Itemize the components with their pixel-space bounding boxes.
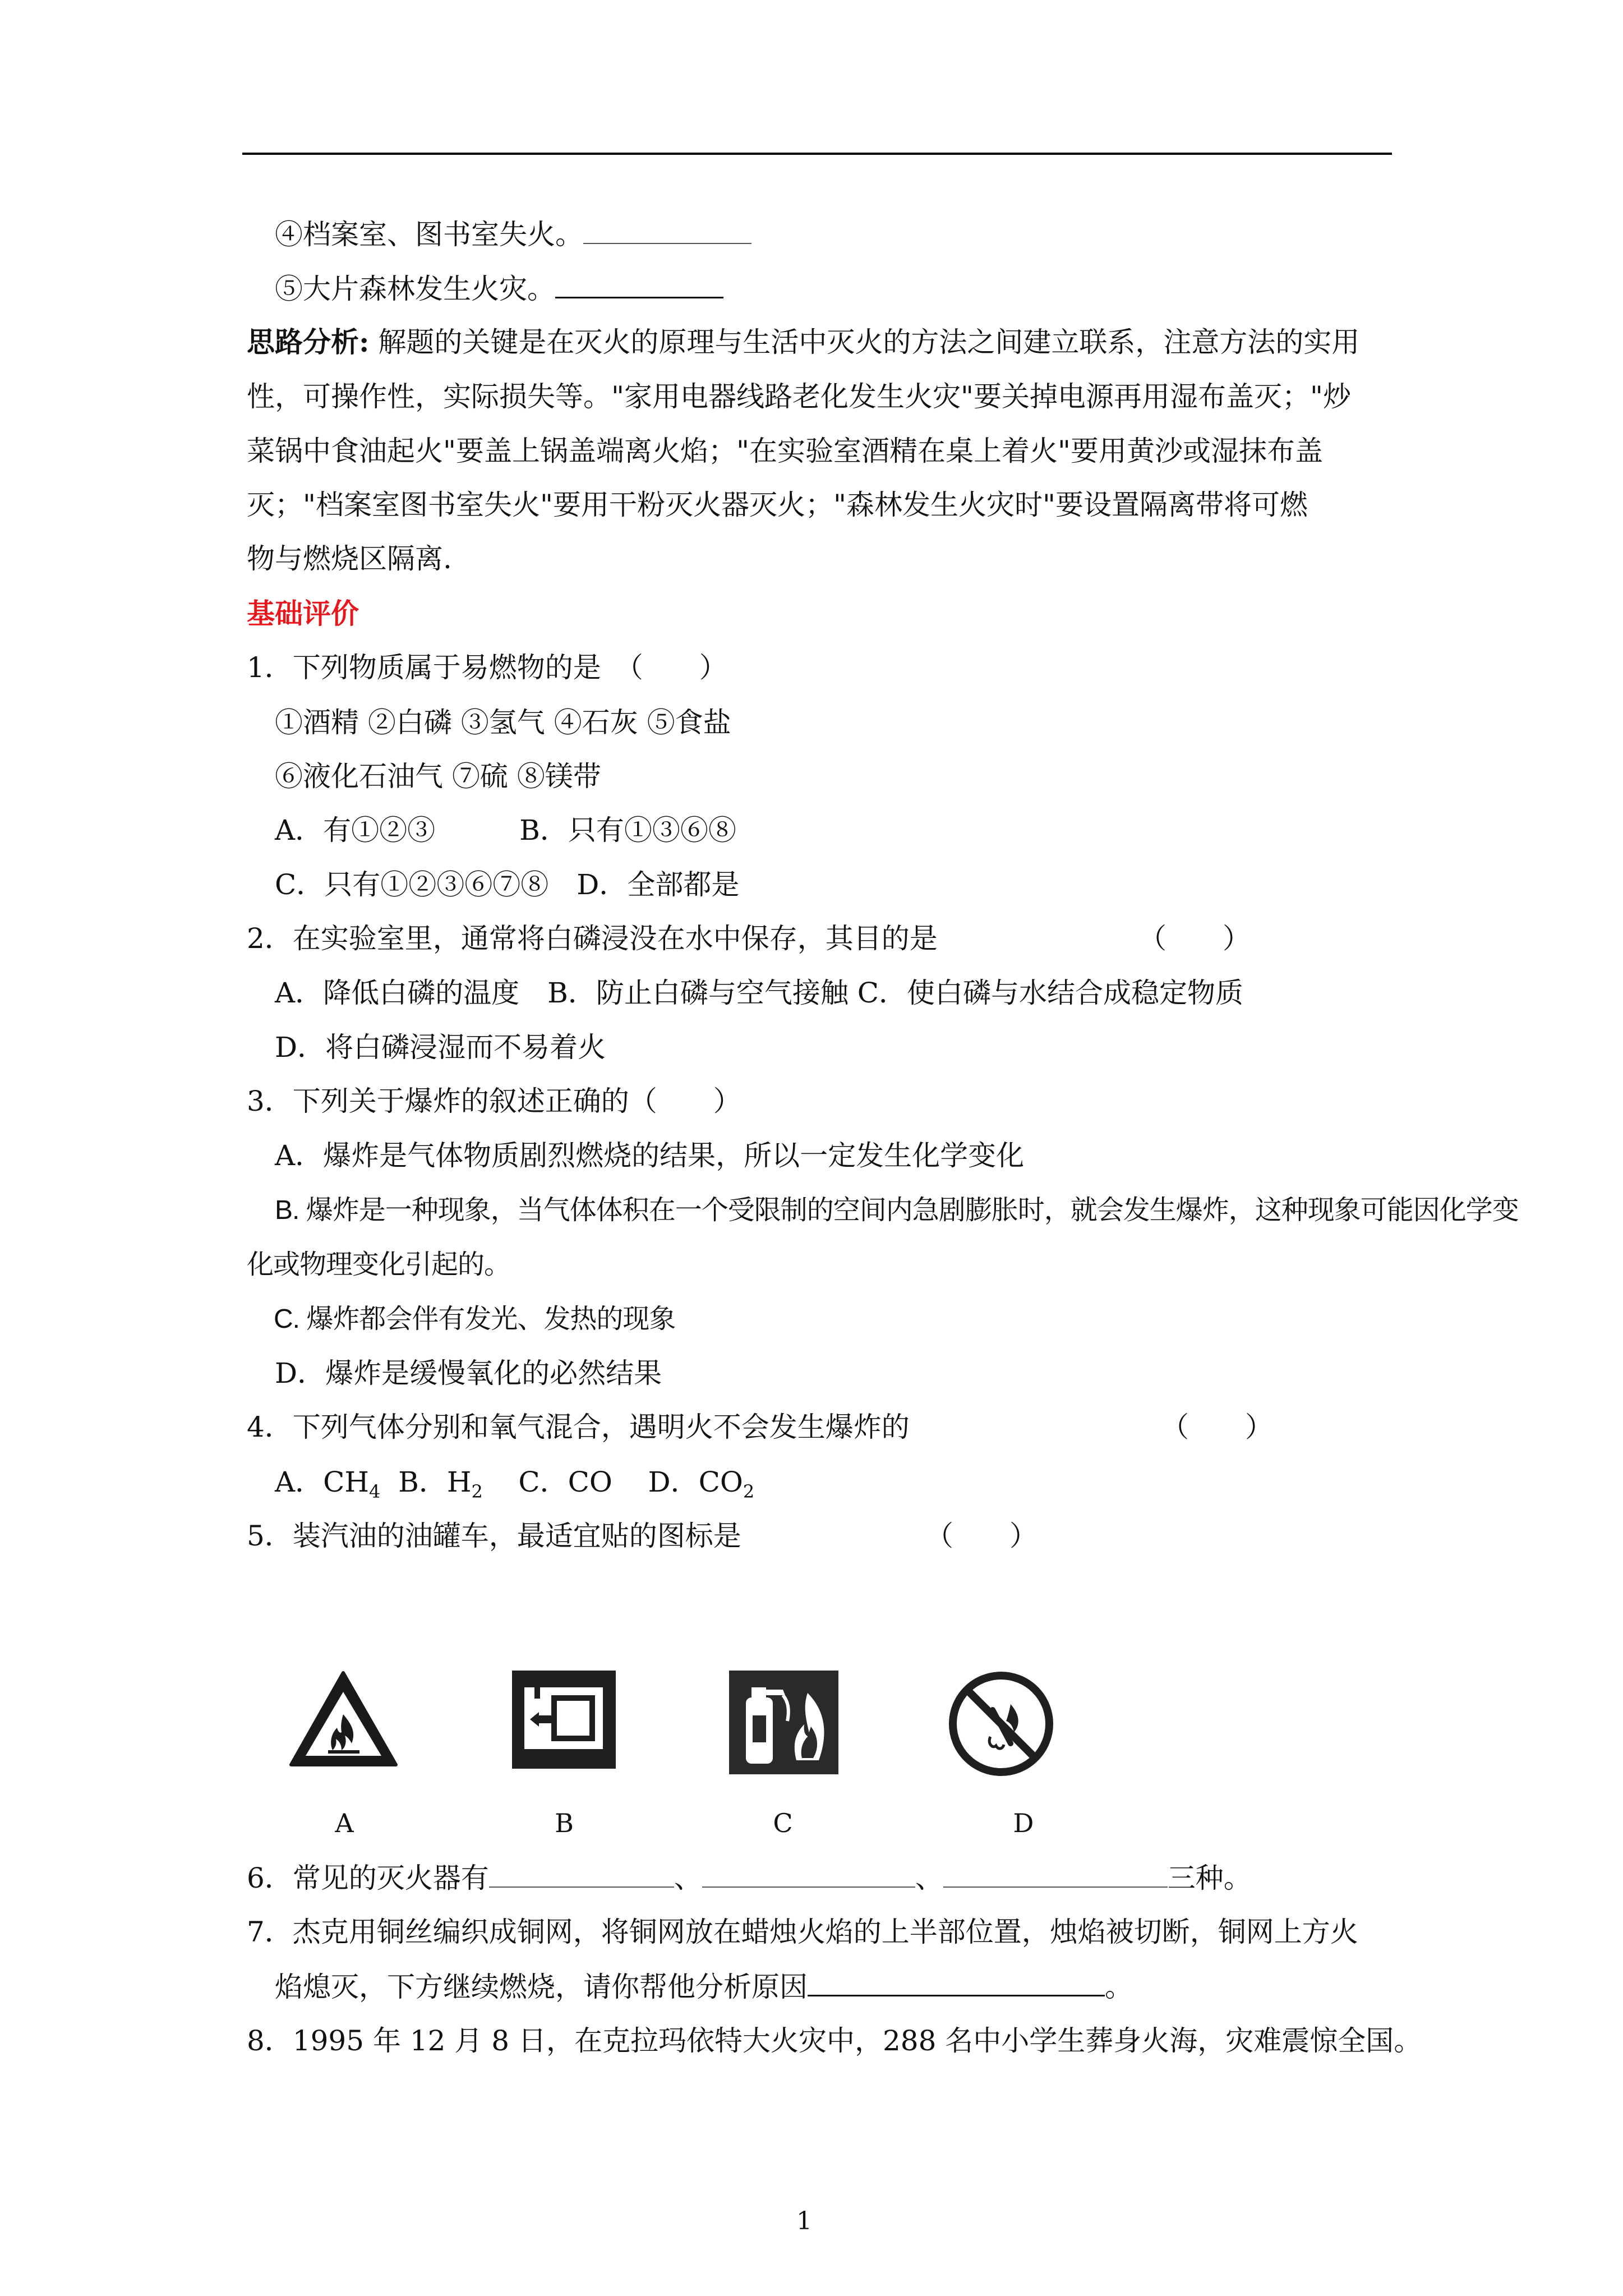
option-d: D．CO <box>648 1466 743 1498</box>
emergency-exit-icon <box>512 1671 616 1769</box>
no-fire-icon <box>948 1671 1054 1777</box>
option-b: B．H <box>398 1466 472 1498</box>
question-8-line: 8．1995 年 12 月 8 日，在克拉玛依特大火灾中，288 名中小学生葬身火海，灾难震惊全国。 <box>247 2024 1422 2057</box>
page-number: 1 <box>796 2207 812 2235</box>
icon-label-a: A <box>335 1808 354 1838</box>
fire-extinguisher-icon <box>729 1671 838 1774</box>
flammable-warning-icon <box>289 1671 398 1769</box>
question-3-option-d: D．爆炸是缓慢氧化的必然结果 <box>275 1357 662 1389</box>
answer-blank <box>702 1862 915 1888</box>
section-title: 基础评价 <box>247 597 359 630</box>
item-4-text: ④档案室、图书室失火。 <box>275 218 583 251</box>
item-4-line <box>275 218 751 251</box>
analysis-line <box>247 325 1359 359</box>
question-3-option-a: A．爆炸是气体物质剧烈燃烧的结果，所以一定发生化学变化 <box>275 1139 1025 1172</box>
analysis-text: 菜锅中食油起火"要盖上锅盖端离火焰；"在实验室酒精在桌上着火"要用黄沙或湿抹布盖 <box>247 435 1323 467</box>
separator: 、 <box>674 1862 702 1894</box>
answer-paren: （ ） <box>1161 1411 1273 1443</box>
question-4-stem: 4．下列气体分别和氧气混合，遇明火不会发生爆炸的 <box>247 1411 910 1443</box>
answer-paren: （ ） <box>925 1520 1038 1552</box>
answer-blank <box>943 1862 1168 1888</box>
question-3-option-b: B. 爆炸是一种现象，当气体体积在一个受限制的空间内急剧膨胀时，就会发生爆炸，这种现象可能因化学变 <box>275 1195 1519 1225</box>
question-1-items: ⑥液化石油气 ⑦硫 ⑧镁带 <box>275 760 601 793</box>
option-a: A．CH <box>275 1466 369 1498</box>
question-1-options: C．只有①②③⑥⑦⑧ D．全部都是 <box>275 868 740 901</box>
icon-label-c: C <box>773 1808 793 1838</box>
subscript: 2 <box>471 1481 483 1502</box>
icon-label-d: D <box>1013 1808 1034 1838</box>
answer-paren: （ ） <box>1138 922 1251 955</box>
question-7-line <box>275 1970 1133 2004</box>
answer-blank <box>808 1970 1105 1996</box>
question-6-tail: 三种。 <box>1167 1862 1252 1894</box>
subscript: 2 <box>743 1481 755 1502</box>
question-7-text: 焰熄灭，下方继续燃烧，请你帮他分析原因 <box>275 1971 808 2003</box>
question-1-items: ①酒精 ②白磷 ③氢气 ④石灰 ⑤食盐 <box>275 706 731 739</box>
question-1-options: A．有①②③ B．只有①③⑥⑧ <box>275 814 736 846</box>
analysis-text: 解题的关键是在灭火的原理与生活中灭火的方法之间建立联系，注意方法的实用 <box>378 326 1360 358</box>
question-7-line: 7．杰克用铜丝编织成铜网，将铜网放在蜡烛火焰的上半部位置，烛焰被切断，铜网上方火 <box>247 1916 1358 1948</box>
question-6-line <box>247 1861 1252 1895</box>
item-5-line <box>275 272 723 306</box>
question-3-stem: 3．下列关于爆炸的叙述正确的（ ） <box>247 1085 741 1117</box>
analysis-text: 性，可操作性，实际损失等。"家用电器线路老化发生火灾"要关掉电源再用湿布盖灭；"炒 <box>247 380 1351 413</box>
question-6-stem: 6．常见的灭火器有 <box>247 1862 489 1894</box>
question-2-options: A．降低白磷的温度 B．防止白磷与空气接触 C．使白磷与水结合成稳定物质 <box>275 977 1244 1009</box>
question-2-options: D．将白磷浸湿而不易着火 <box>275 1031 606 1064</box>
option-c: C．CO <box>518 1466 612 1498</box>
analysis-label: 思路分析: <box>247 325 370 358</box>
analysis-text: 灭；"档案室图书室失火"要用干粉灭火器灭火；"森林发生火灾时"要设置隔离带将可燃 <box>247 489 1308 521</box>
question-1-stem: 1．下列物质属于易燃物的是 （ ） <box>247 651 727 684</box>
question-3-option-b: 化或物理变化引起的。 <box>247 1250 511 1280</box>
item-5-text: ⑤大片森林发生火灾。 <box>275 273 555 305</box>
question-3-option-c: C. 爆炸都会伴有发光、发热的现象 <box>274 1304 676 1334</box>
subscript: 4 <box>368 1481 381 1502</box>
analysis-text: 物与燃烧区隔离. <box>247 542 452 575</box>
header-rule <box>242 153 1392 155</box>
answer-blank <box>489 1862 674 1888</box>
question-2-stem: 2．在实验室里，通常将白磷浸没在水中保存，其目的是 <box>247 922 938 955</box>
icon-label-b: B <box>555 1808 574 1838</box>
answer-blank <box>583 218 751 244</box>
answer-blank <box>555 272 723 298</box>
question-5-stem: 5．装汽油的油罐车，最适宜贴的图标是 <box>247 1520 741 1552</box>
separator: 、 <box>915 1862 943 1894</box>
question-4-options <box>275 1465 754 1508</box>
question-7-tail: 。 <box>1105 1971 1133 2003</box>
